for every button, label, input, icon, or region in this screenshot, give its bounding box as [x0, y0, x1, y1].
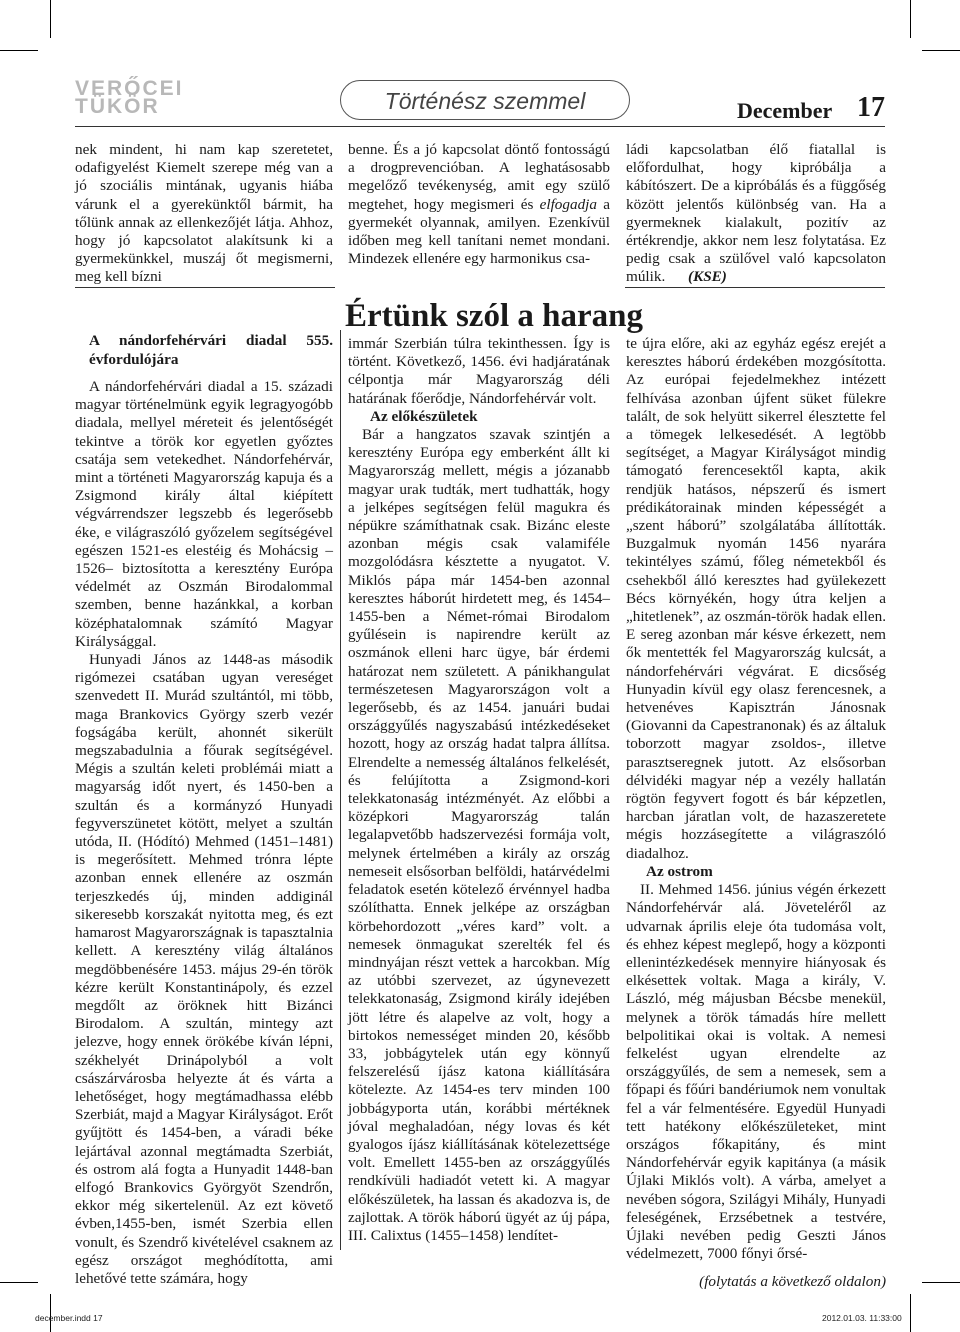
- top-col3-text: ládi kapcsolatban élő fiatallal is előfordulhat, hogy kipróbálja a kábítószert. De a kipróbálás és a függőség között jelentős különbség van. Ha a gyermeknek kialakult, pozitív az értékrendje, akkor nem lesz folytatása. Ez pedig csak a szülővel való kapcsolaton múlik. (KSE): [626, 141, 886, 286]
- body-paragraph: Hunyadi János az 1448-as második rigómezei csatában ugyan vereséget szenvedett II. Murád szultántól, mi több, maga Brankovics György szerb vezér fogságába került, ahonnét sikerült megszabadulnia a főurak segítségével. Mégis a szultán keleti problémái miatt a magyarság időt nyert, és 1450-ben a szultán és a kormányzó Hunyadi fegyverszünetet kötött, melyet a szultán utóda, II. (Hódító) Mehmed (1451–1481) is megerősített. Mehmed trónra lépte azonban ennek ellenére az oszmán terjeszkedés új, minden addiginál sikeresebb korszakát nyitotta meg, és ezt hamarost Magyarországnak is tapasztalnia kellett. A keresztény világ általános megdöbbenésére 1453. május 29-én török kézre került Konstantinápoly, és ezzel megdőlt az öröknek hitt Bizánci Birodalom. A szultán, mintegy azt jelezve, hogy ennek örökébe kíván lépni, székhelyét Drinápolyból a volt császárvárosba helyezte át és várta a lehetőséget, hogy megtámadhassa elébb Szerbiát, majd a Magyar Királyságot. Erőt gyűjtött és 1454-ben, a váradi béke lejártával azonnal megtámadta Szerbiát, és ostrom alá fogta a Hunyadit 1448-ban elfogó Brankovics Györgyöt Szendrőn, ekkor még sikertelenül. Az ezt követő évben,1455-ben, ismét Szerbia ellen vonult, és Szendrő kivételével csaknem az egész országot meghódította, ami lehetővé tette számára, hogy: [75, 651, 333, 1287]
- crop-mark: [922, 50, 960, 51]
- page-number: 17: [857, 92, 885, 123]
- article-divider: [75, 287, 335, 288]
- top-article-col1: [75, 141, 333, 287]
- emphasis-word: elfogadja: [539, 195, 597, 213]
- crop-mark: [922, 1282, 960, 1283]
- crop-mark: [910, 1294, 911, 1332]
- column-rule: [340, 330, 341, 1250]
- body-paragraph: A nándorfehérvári diadal a 15. századi magyar történelmünk egyik legragyogóbb diadala, mellyel méreteit és jelentőségét tekintve a török kor egyetlen győztes csatája sem vetekedhet. Nándorfehérvár, mint a történeti Magyarország kapuja és a Zsigmond király által kiépített végvárrendszer legszebb és legerősebb éke, e világraszóló győzelem segítségével egészen 1521-es elestéig és Mohácsig –1526– biztosította a keresztény Európa védelmét az Oszmán Birodalommal szemben, benne hazánkkal, a korban középhatalomnak számító Magyar Királysággal.: [75, 378, 333, 650]
- top-col2-text: benne. És a jó kapcsolat döntő fontosságú a drogprevencióban. A leghatásosabb megelőző tevékenység, amit egy szülő megtehet, hogy megismeri és elfogadja a gyermekét olyannak, amilyen. Ezenkívül időben meg kell tanítani nemet mondani. Mindezek ellenére egy harmonikus csa-: [348, 141, 610, 268]
- top-col1-text: nek mindent, hi nam kap szeretetet, odafigyelést Kiemelt szerepe még van a jó szociális mintának, ugyanis hiába várunk el a gyerekünktől bármit, ha tőlünk annak az ellenkezőjét látja. Ahhoz, hogy jó kapcsolatot alakítsunk ki a gyermekünkkel, muszáj őt megismerni, meg kell bízni: [75, 141, 333, 286]
- month-label: December: [737, 98, 833, 123]
- crop-mark: [0, 1282, 38, 1283]
- section-subheading: Az előkészületek: [370, 407, 478, 425]
- footer-timestamp: 2012.01.03. 11:33:00: [822, 1313, 902, 1323]
- logo-line1: VERŐCEI: [75, 77, 184, 100]
- body-paragraph: te újra előre, aki az egyház egész erejét a keresztes háború érdekében mozgósította. Az európai fejedelmekhez intézett felhívása azonban újfent süket fülekre talált, de sok helyütt sikerrel élesztette fel a tömegek lelkesedését. A legtöbb segítséget, a Magyar Királyságot mindig támogató ferencesektől kapta, akik rendjük hatásos, népszerű és ismert prédikátorainak minden képességét a „szent háború” szolgálatába állították. Buzgalmuk nyomán 1456 nyarára tekintélyes számú, főleg németekből és csehekből álló keresztes had gyülekezett Bécs környékén, hogy útra keljen a „hitetlenek”, az oszmán-török hadak ellen. E sereg azonban már késve érkezett, nem ők mentették fel Magyarország kulcsát, a nándorfehérvári végvárat. E dicsőség Hunyadin kívül egy olasz ferencesnek, a hetvenéves Kapisztrán Jánosnak (Giovanni da Capestranonak) és az általuk toborzott magyar zsoldos-, illetve parasztseregnek jutott. Az elsősorban délvidéki magyar nép a vezély hallatán rögtön fegyvert fogott és bár képzetlen, harcban járatlan volt, de hazaszeretete mégis hozzásegítette a világraszóló diadalhoz.: [626, 335, 886, 862]
- article-subtitle: A nándorfehérvári diadal 555. évfordulójára: [89, 332, 333, 368]
- main-article-col1: [75, 331, 333, 1288]
- body-paragraph: Bár a hangzatos szavak szintjén a keresztény Európa egy emberként állt ki Magyarország mellett, mégis a józanabb magyar urak tudták, mert tudhatták, hogy a jelképes segítségen felül magukra és népükre számíthatnak csak. Bizánc eleste azonban mégis csak valamiféle mozgolódásra késztette a nyugatot. V. Miklós pápa már 1454-ben azonnal keresztes háborút hirdetett meg, és 1454–1455-ben a Német-római Birodalom gyűlésein is napirendre került az oszmánok elleni harc ügye, bár érdemi határozat nem született. A pánikhangulat természetesen Magyarországon volt a legerősebb, és az 1454. januári budai országgyűlés nagyszabású intézkedéseket hozott, hogy az ország hadat talpra állítsa. Elrendelte a nemesség általános felkelését, és felújította a Zsigmond-kori telekkatonaság intézményét. Az előbbi a középkori Magyarország talán legalapvetőbb hadszervezési formája volt, melynek értelmében a király az ország nemeseit elsősorban belföldi, határvédelmi feladatok esetén kötelező érvénnyel hadba szólíthatta. Ennek jelképe az országban körbehordozott „véres kard” volt. a nemesek önmagukat szerelték fel és mindnyájan részt vettek a harcokban. Míg az utóbbi szervezet, az úgynevezett telekkatonaság, Zsigmond király idejében jött létre és alapelve az volt, hogy a birtokos nemességet minden 20, később 33, jobbágytelek után egy könnyű felszerelésű íjász katona kiállítására kötelezte. Az 1454-es terv minden 100 jobbágyporta után, korábbi mértéknek jóval meghaladóan, négy lovas és két gyalogos íjász kiállításának kötelezettsége volt. Emellett 1455-ben az országgyűlés rendkívüli hadiadót vetett ki. A magyar előkészületek, ha lassan és akadozva is, de zajlottak. A török háború ügyét az új pápa, III. Calixtus (1455–1458) lendítet-: [348, 426, 610, 1244]
- header-rule: [75, 126, 885, 127]
- body-paragraph: II. Mehmed 1456. június végén érkezett Nándorfehérvár alá. Jöveteléről az udvarnak április eleje óta tudomása volt, és ehhez képest meglepő, hogy a központi ellenintézkedések mennyire hiányosak és elkésettek voltak. Maga a király, V. László, még májusban Bécsbe menekül, melynek a török támadás híre mellett belpolitikai okai is voltak. A nemesi felkelést ugyan elrendelte az országgyűlés, de sem a nemesek, sem a főpapi és főúri bandériumok nem vonultak fel a vár felmentésére. Egyedül Hunyadi tett hatékony előkészületeket, mint országos főkapitány, és mint Nándorfehérvár egyik kapitánya (a másik Újlaki Miklós volt). A várba, amelyet a nevében sógora, Szilágyi Mihály, Hunyadi feleségének, Erzsébetnek a testvére, Újlaki nevében pedig Geszti János védelmezett, 7000 főnyi őrsé-: [626, 881, 886, 1263]
- section-subheading: Az ostrom: [646, 862, 713, 880]
- body-paragraph: immár Szerbián túlra tekinthessen. Így is történt. Következő, 1456. évi hadjáratának célpontja már Magyarország déli határának főerődje, Nándorfehérvár volt.: [348, 335, 610, 407]
- article-divider: [625, 287, 885, 288]
- author-signature: (KSE): [688, 268, 727, 286]
- main-article-col3: [626, 335, 886, 1292]
- main-article-col2: [348, 335, 610, 1245]
- crop-mark: [910, 0, 911, 38]
- footer-file: december.indd 17: [35, 1313, 103, 1323]
- top-article-col3: [626, 141, 886, 287]
- masthead-logo: [75, 77, 215, 118]
- top-article-col2: [348, 141, 610, 268]
- crop-mark: [0, 50, 38, 51]
- section-title: Történész szemmel: [340, 80, 630, 120]
- continued-note: (folytatás a következő oldalon): [699, 1273, 886, 1291]
- logo-line2: TÜKÖR: [75, 95, 160, 118]
- crop-mark: [50, 0, 51, 38]
- main-headline: Értünk szól a harang: [345, 298, 643, 334]
